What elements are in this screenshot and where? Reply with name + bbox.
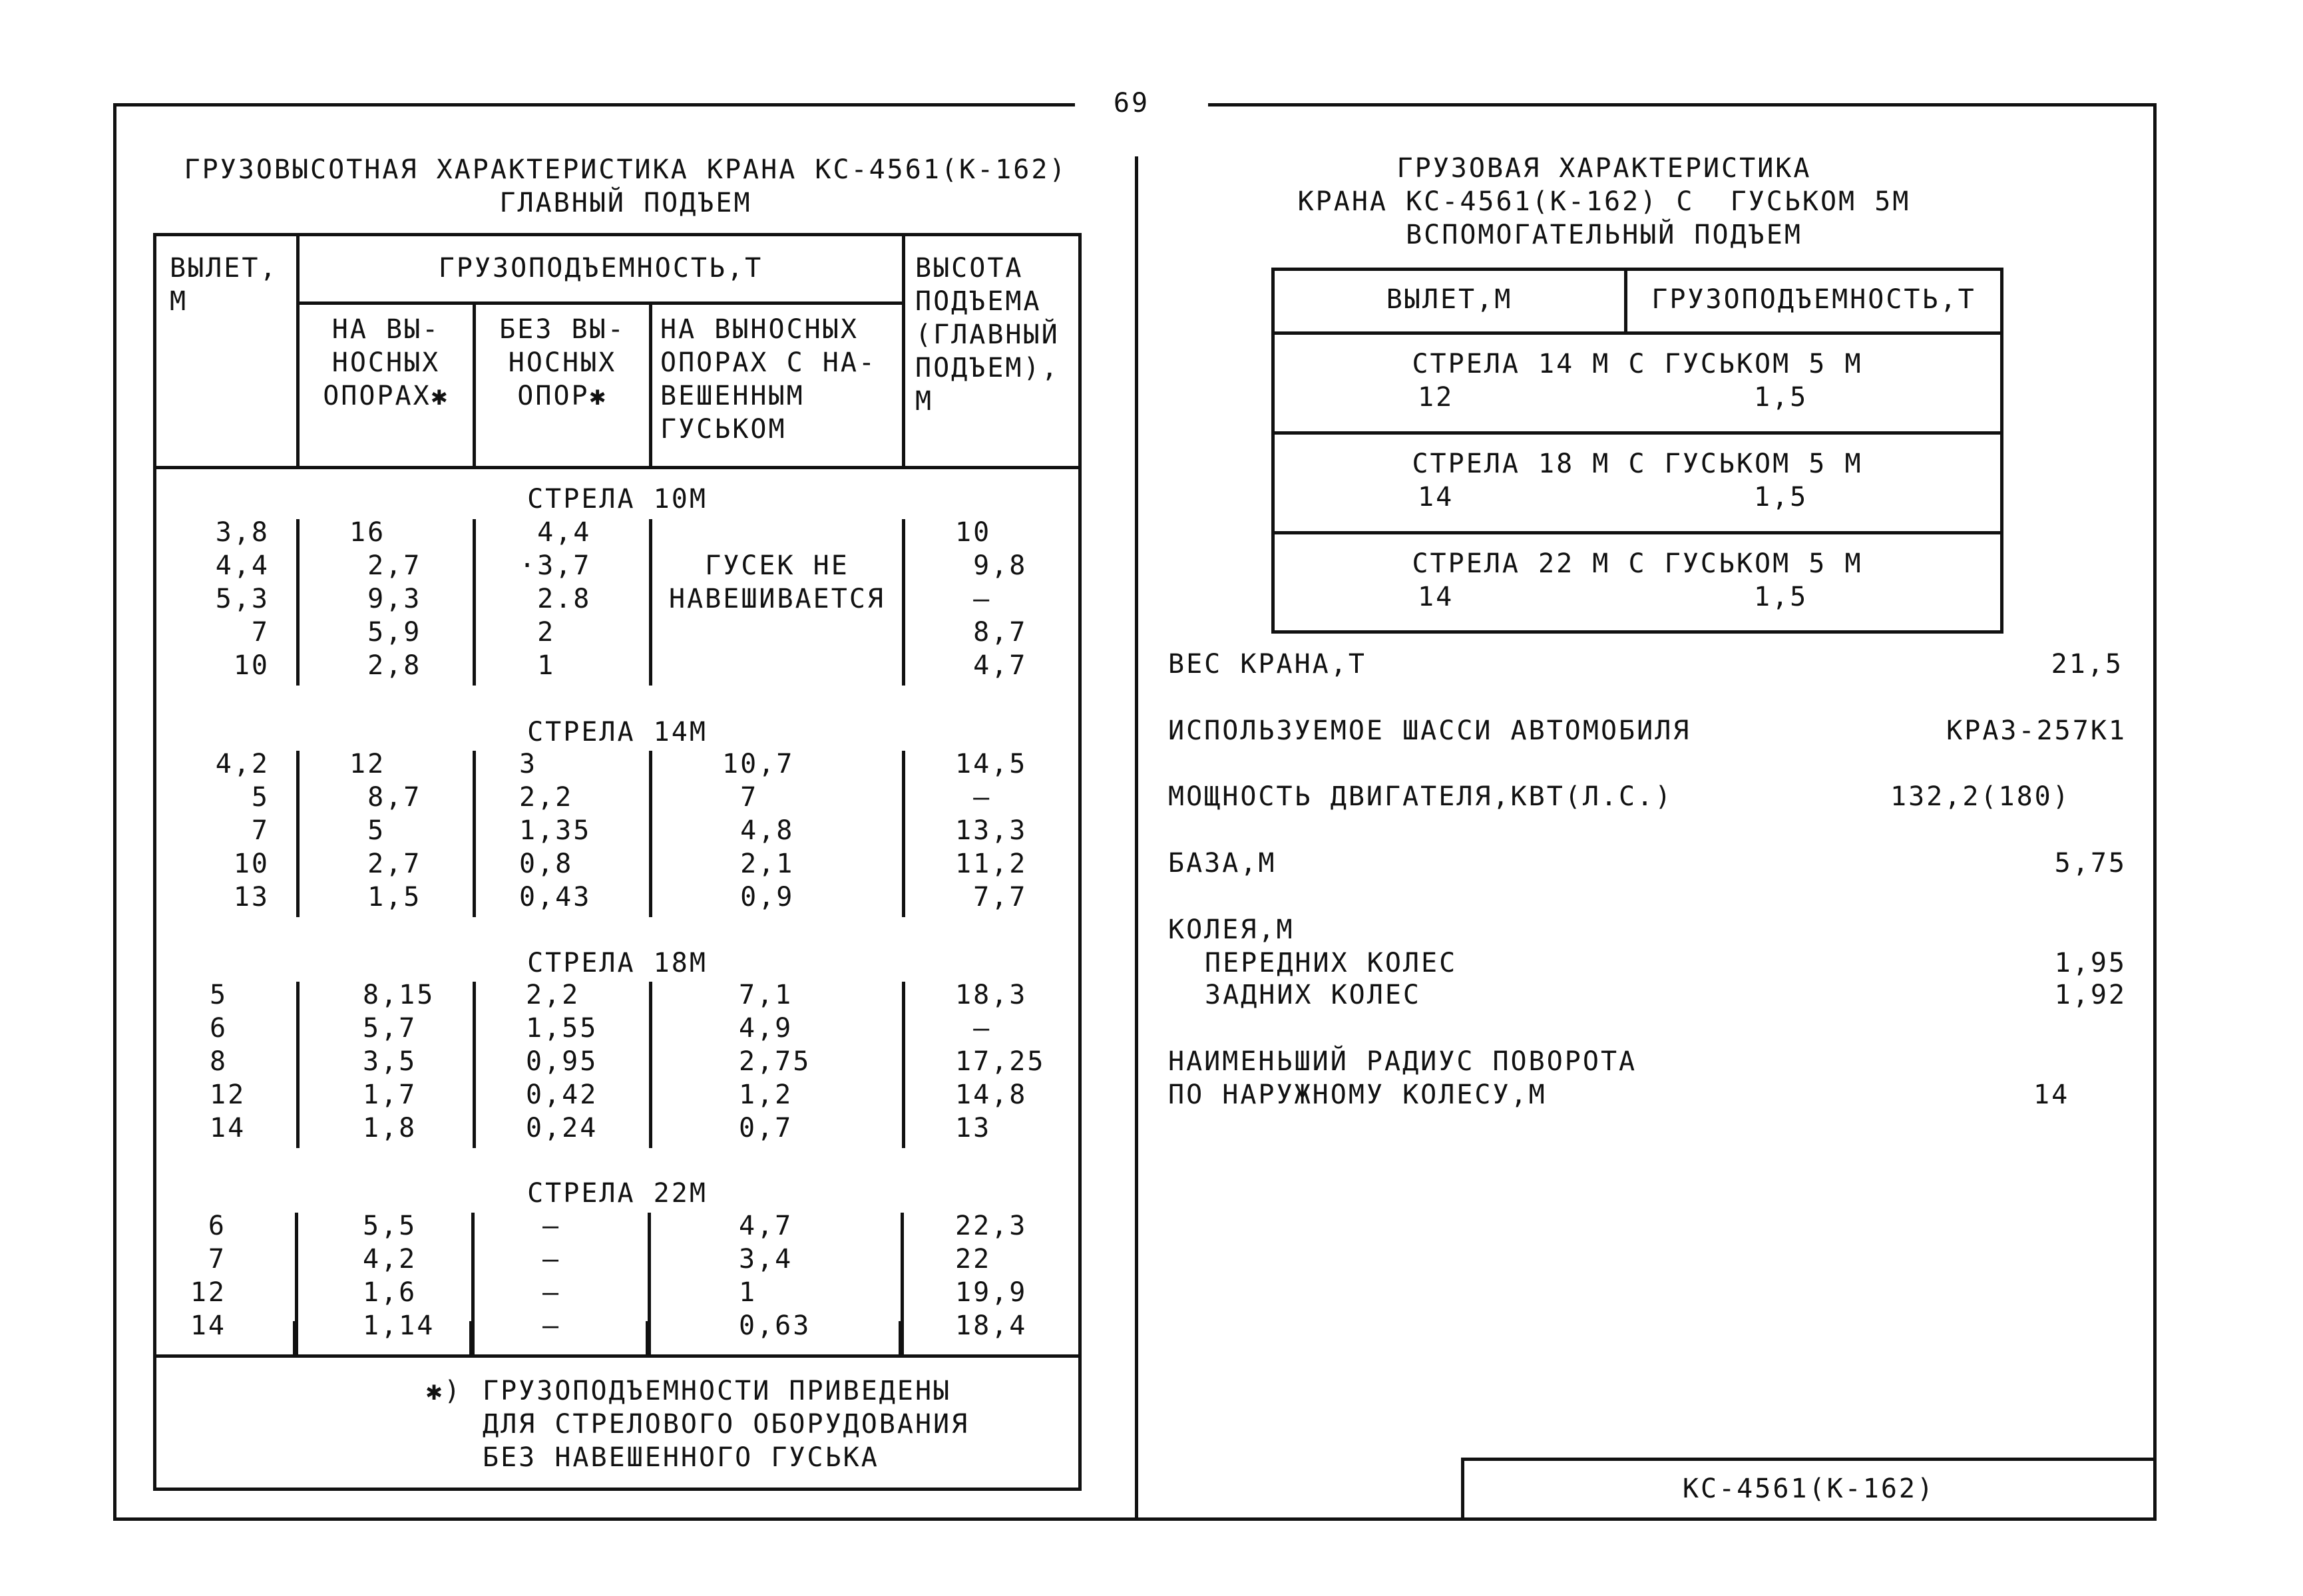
g4-na-vynosnyh-col: 5,5 4,2 1,6 1,14	[363, 1211, 435, 1341]
right-title-line2: КРАНА КС-4561(К-162) С ГУСЬКОМ 5М	[1297, 186, 1911, 217]
rt-row-label: СТРЕЛА 14 М С ГУСЬКОМ 5 М	[1412, 349, 1863, 379]
frame-top-right	[1208, 103, 2157, 106]
rt-row-gruz: 1,5	[1754, 582, 1808, 612]
frame-right	[2153, 103, 2157, 1521]
right-title-line3: ВСПОМОГАТЕЛЬНЫЙ ПОДЪЕМ	[1406, 220, 1802, 250]
g1-vysota-col: 10 9,8 — 8,7 4,7	[955, 517, 1028, 681]
left-header-subline	[300, 301, 905, 305]
spec-ves-value: 21,5	[2051, 649, 2123, 680]
g2-vline-4	[902, 751, 905, 917]
g4-bez-vynosnyh-col: — — — —	[542, 1211, 561, 1341]
group-label: СТРЕЛА 18М	[527, 948, 708, 978]
rt-top	[1271, 268, 2003, 271]
left-table-left	[153, 233, 156, 1491]
group-label: СТРЕЛА 22М	[527, 1178, 708, 1209]
group-label: СТРЕЛА 14М	[527, 717, 708, 747]
rt-bottom	[1271, 630, 2003, 634]
left-header-bottom	[153, 466, 1082, 469]
g1-na-vynosnyh-col: 16 2,7 9,3 5,9 2,8	[349, 517, 422, 681]
right-title-line1: ГРУЗОВАЯ ХАРАКТЕРИСТИКА	[1396, 153, 1812, 184]
g4-vline-2	[471, 1213, 475, 1356]
spec-baza-value: 5,75	[2054, 848, 2127, 879]
spec-moshnost-label: МОЩНОСТЬ ДВИГАТЕЛЯ,КВТ(Л.С.)	[1168, 781, 1673, 812]
rt-row-vylet: 12	[1418, 382, 1454, 413]
hdr-gruz: ГРУЗОПОДЪЕМНОСТЬ,Т	[438, 253, 763, 284]
hdr-vysota: ВЫСОТА ПОДЪЕМА (ГЛАВНЫЙ ПОДЪЕМ), М	[915, 253, 1060, 417]
spec-zadnih-label: ЗАДНИХ КОЛЕС	[1205, 980, 1421, 1010]
g1-vline-1	[296, 519, 300, 686]
g3-vline-2	[473, 982, 476, 1148]
page-number: 69	[1113, 88, 1150, 118]
g3-s-guskom-col: 7,1 4,9 2,75 1,2 0,7	[739, 980, 811, 1143]
left-table-top	[153, 233, 1082, 236]
frame-divider	[1135, 156, 1138, 1521]
left-title-line1: ГРУЗОВЫСОТНАЯ ХАРАКТЕРИСТИКА КРАНА КС-4561(К-162)	[184, 154, 1068, 185]
g4-vylet-col: 6 7 12 14	[190, 1211, 226, 1341]
rt-row-label: СТРЕЛА 22 М С ГУСЬКОМ 5 М	[1412, 548, 1863, 579]
spec-radius-value: 14	[2033, 1080, 2070, 1110]
g1-bez-vynosnyh-col: 4,4 ·3,7 2.8 2 1	[519, 517, 592, 681]
spec-radius-label1: НАИМЕНЬШИЙ РАДИУС ПОВОРОТА	[1168, 1046, 1637, 1077]
rt-hdr-vylet: ВЫЛЕТ,М	[1386, 284, 1513, 315]
rt-row1-bottom	[1271, 431, 2003, 435]
hdr-s-guskom: НА ВЫНОСНЫХ ОПОРАХ С НА- ВЕШЕННЫМ ГУСЬКОМ	[660, 314, 877, 445]
g1-vline-2	[473, 519, 476, 686]
g3-vylet-col: 5 6 8 12 14	[210, 980, 246, 1143]
spec-zadnih-value: 1,92	[2054, 980, 2127, 1010]
hdr-vline-4	[902, 233, 905, 467]
group-label: СТРЕЛА 10М	[527, 484, 708, 514]
g2-vylet-col: 4,2 5 7 10 13	[215, 749, 270, 912]
g4-vysota-col: 22,3 22 19,9 18,4	[955, 1211, 1028, 1341]
g3-na-vynosnyh-col: 8,15 5,7 3,5 1,7 1,8	[363, 980, 435, 1143]
spec-shassi-label: ИСПОЛЬЗУЕМОЕ ШАССИ АВТОМОБИЛЯ	[1168, 715, 1691, 746]
rt-right	[2000, 268, 2003, 634]
stamp-title: КС-4561(К-162)	[1682, 1474, 1936, 1504]
spec-shassi-value: КРАЗ-257К1	[1946, 715, 2127, 746]
frame-left	[113, 103, 116, 1521]
g2-na-vynosnyh-col: 12 8,7 5 2,7 1,5	[349, 749, 422, 912]
hdr-bez-vynosnyh: БЕЗ ВЫ- НОСНЫХ ОПОР✱	[499, 314, 626, 411]
rt-row-gruz: 1,5	[1754, 482, 1808, 512]
rt-row-label: СТРЕЛА 18 М С ГУСЬКОМ 5 М	[1412, 449, 1863, 479]
rt-row-vylet: 14	[1418, 482, 1454, 512]
left-title-line2: ГЛАВНЫЙ ПОДЪЕМ	[499, 188, 752, 218]
left-table-right	[1078, 233, 1082, 1491]
rt-row2-bottom	[1271, 531, 2003, 534]
rt-hdr-gruz: ГРУЗОПОДЪЕМНОСТЬ,Т	[1651, 284, 1976, 315]
rt-hdr-bottom	[1271, 331, 2003, 335]
g2-vline-2	[473, 751, 476, 917]
g2-vysota-col: 14,5 — 13,3 11,2 7,7	[955, 749, 1028, 912]
g2-vline-3	[649, 751, 652, 917]
spec-moshnost-value: 132,2(180)	[1890, 781, 2071, 812]
g4-s-guskom-col: 4,7 3,4 1 0,63	[739, 1211, 811, 1341]
left-table-bottom	[153, 1488, 1082, 1491]
stamp-top	[1461, 1458, 2157, 1461]
spec-koleya-label: КОЛЕЯ,М	[1168, 914, 1295, 945]
rt-row-vylet: 14	[1418, 582, 1454, 612]
spec-ves-label: ВЕС КРАНА,Т	[1168, 649, 1366, 680]
hdr-na-vynosnyh: НА ВЫ- НОСНЫХ ОПОРАХ✱	[323, 314, 449, 411]
g3-vysota-col: 18,3 — 17,25 14,8 13	[955, 980, 1046, 1143]
spec-perednih-value: 1,95	[2054, 948, 2127, 978]
g4-vline-4	[901, 1213, 904, 1356]
g3-vline-3	[649, 982, 652, 1148]
spec-radius-label2: ПО НАРУЖНОМУ КОЛЕСУ,М	[1168, 1080, 1547, 1110]
spec-baza-label: БАЗА,М	[1168, 848, 1277, 879]
g3-vline-1	[296, 982, 300, 1148]
g1-s-guskom-col: ГУСЕК НЕ НАВЕШИВАЕТСЯ	[669, 550, 885, 614]
hdr-vline-3	[649, 303, 652, 467]
g2-s-guskom-col: 10,7 7 4,8 2,1 0,9	[722, 749, 795, 912]
footnote-text: ГРУЗОПОДЪЕМНОСТИ ПРИВЕДЕНЫ ДЛЯ СТРЕЛОВОГО ОБОРУДОВАНИЯ БЕЗ НАВЕШЕННОГО ГУСЬКА	[483, 1376, 970, 1473]
g4-vline-1	[295, 1213, 298, 1356]
spec-perednih-label: ПЕРЕДНИХ КОЛЕС	[1205, 948, 1458, 978]
frame-top-left	[113, 103, 1075, 106]
g1-vylet-col: 3,8 4,4 5,3 7 10	[215, 517, 270, 681]
hdr-vylet: ВЫЛЕТ, М	[170, 253, 278, 317]
g2-vline-1	[296, 751, 300, 917]
g4-vline-3	[648, 1213, 651, 1356]
rt-row-gruz: 1,5	[1754, 382, 1808, 413]
g3-bez-vynosnyh-col: 2,2 1,55 0,95 0,42 0,24	[526, 980, 598, 1143]
g2-bez-vynosnyh-col: 3 2,2 1,35 0,8 0,43	[519, 749, 592, 912]
g1-vline-4	[902, 519, 905, 686]
footnote-mark: ✱)	[426, 1376, 463, 1406]
g3-vline-4	[902, 982, 905, 1148]
